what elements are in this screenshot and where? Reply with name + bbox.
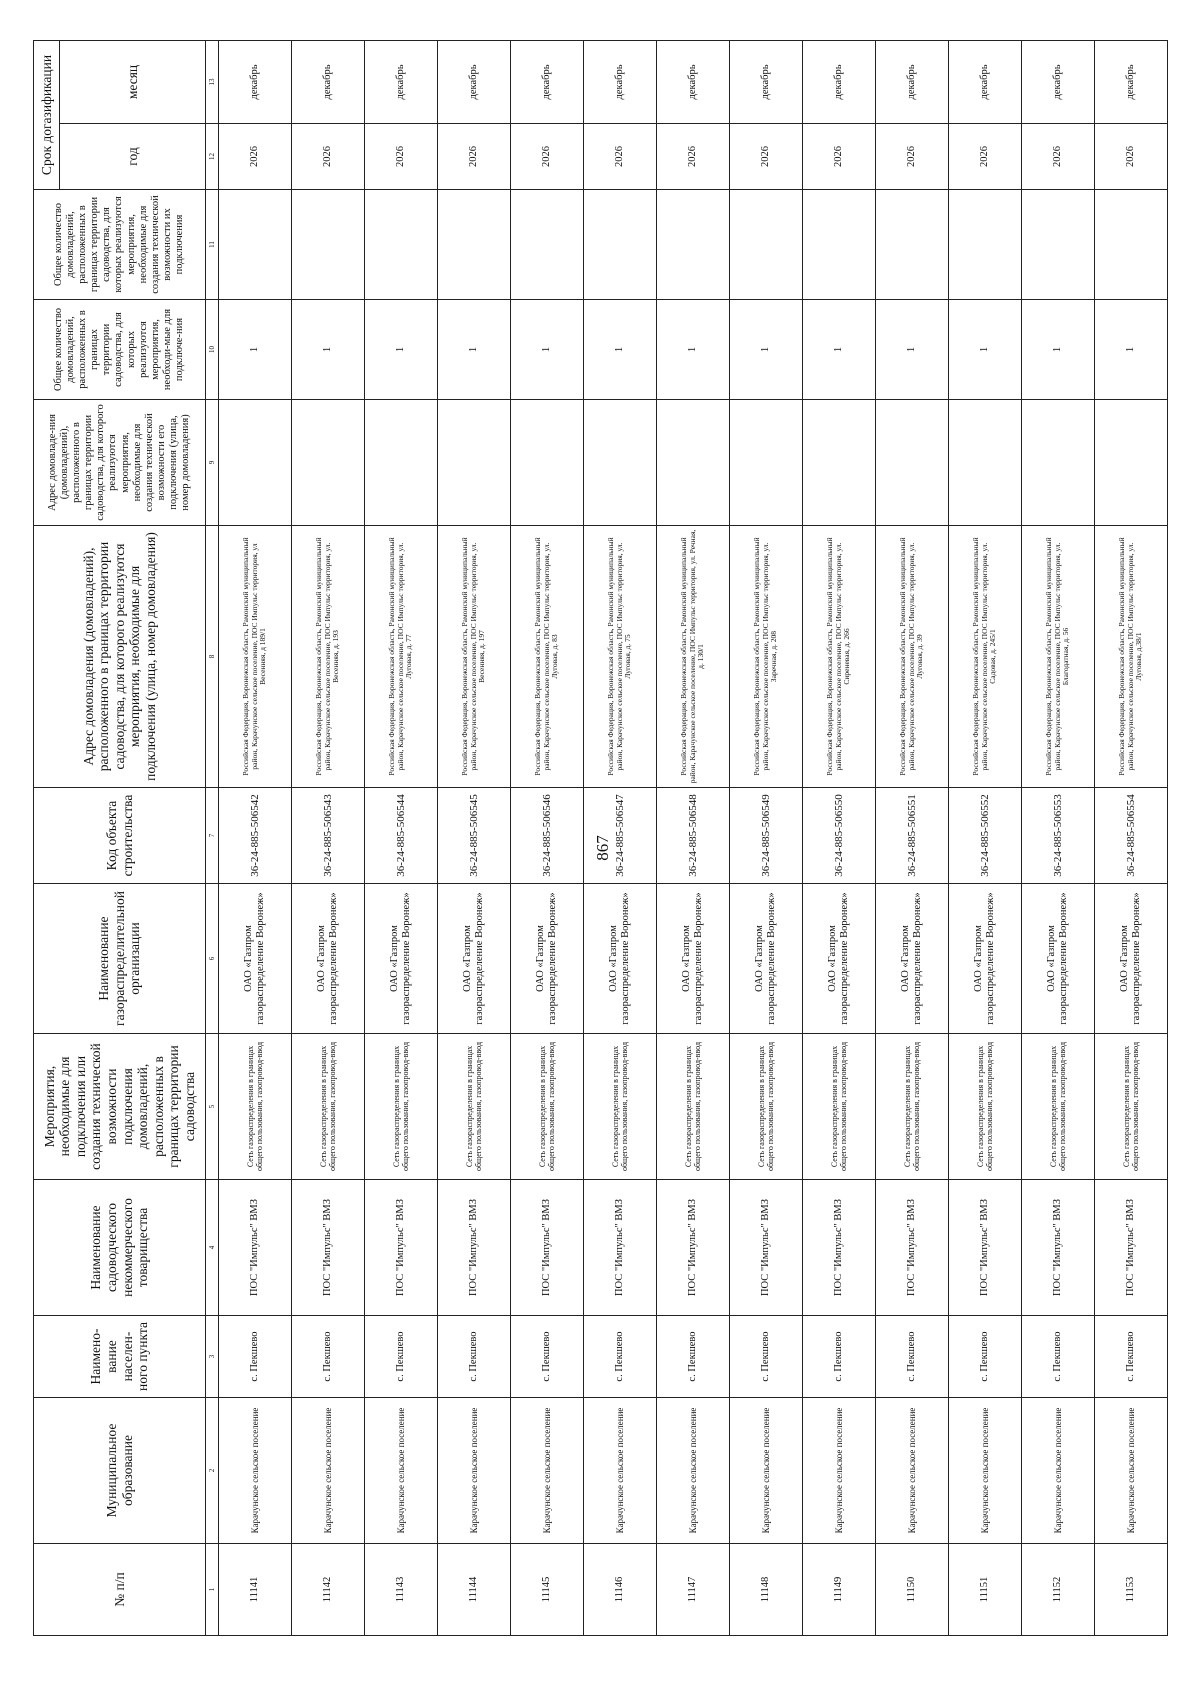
settlement-cell: с. Пекшево bbox=[1095, 1316, 1168, 1398]
event-cell: Сеть газораспределения в границах общего пользования, газопровод-ввод bbox=[657, 1034, 730, 1180]
address-cell: Российская Федерация, Воронежская область, Рамонский муниципальный район, Карачунское сельское поселение, ПОС Импульс территория, ул. Сиреневая, д. 266 bbox=[803, 526, 876, 788]
address-tech-cell bbox=[292, 400, 365, 526]
count-tech-cell bbox=[584, 190, 657, 300]
address-cell: Российская Федерация, Воронежская область, Рамонский муниципальный район, Карачунское сельское поселение, ПОС Импульс территория, ул. Заречная, д. 208 bbox=[730, 526, 803, 788]
table-row bbox=[730, 40, 803, 1635]
table-header bbox=[34, 40, 219, 1635]
address-tech-cell bbox=[876, 400, 949, 526]
count-cell: 1 bbox=[511, 300, 584, 400]
object-code-cell: 36-24-885-506550 bbox=[803, 788, 876, 884]
table-row bbox=[365, 40, 438, 1635]
row-number: 11149 bbox=[803, 1544, 876, 1636]
address-cell: Российская Федерация, Воронежская область, Рамонский муниципальный район, Карачунское сельское поселение, ПОС Импульс территория, ул. Луговая, д. 39 bbox=[876, 526, 949, 788]
row-number: 11145 bbox=[511, 1544, 584, 1636]
settlement-cell: с. Пекшево bbox=[876, 1316, 949, 1398]
year-cell: 2026 bbox=[511, 124, 584, 190]
row-number: 11141 bbox=[219, 1544, 292, 1636]
header-deadline: Срок догазификации bbox=[34, 40, 60, 189]
year-cell: 2026 bbox=[1022, 124, 1095, 190]
row-number: 11143 bbox=[365, 1544, 438, 1636]
settlement-cell: с. Пекшево bbox=[803, 1316, 876, 1398]
gas-org-cell: ОАО «Газпром газораспределение Воронеж» bbox=[876, 884, 949, 1034]
partnership-cell: ПОС "Импульс" ВМЗ bbox=[876, 1180, 949, 1316]
event-cell: Сеть газораспределения в границах общего пользования, газопровод-ввод bbox=[511, 1034, 584, 1180]
count-tech-cell bbox=[365, 190, 438, 300]
month-cell: декабрь bbox=[1095, 40, 1168, 123]
gas-org-cell: ОАО «Газпром газораспределение Воронеж» bbox=[584, 884, 657, 1034]
count-tech-cell bbox=[657, 190, 730, 300]
row-number: 11144 bbox=[438, 1544, 511, 1636]
partnership-cell: ПОС "Импульс" ВМЗ bbox=[511, 1180, 584, 1316]
address-cell: Российская Федерация, Воронежская область, Рамонский муниципальный район, Карачунское сельское поселение, ПОС Импульс территория, ул. Весенняя, д. 197 bbox=[438, 526, 511, 788]
column-number: 8 bbox=[206, 526, 219, 788]
gas-org-cell: ОАО «Газпром газораспределение Воронеж» bbox=[1022, 884, 1095, 1034]
object-code-cell: 36-24-885-506553 bbox=[1022, 788, 1095, 884]
settlement-cell: с. Пекшево bbox=[584, 1316, 657, 1398]
address-cell: Российская Федерация, Воронежская область, Рамонский муниципальный район, Карачунское сельское поселение, ПОС Импульс территория, ул. Весенняя, д. 193 bbox=[292, 526, 365, 788]
table-row bbox=[219, 40, 292, 1635]
event-cell: Сеть газораспределения в границах общего пользования, газопровод-ввод bbox=[949, 1034, 1022, 1180]
municipality-cell: Карачунское сельское поселение bbox=[1022, 1398, 1095, 1544]
year-cell: 2026 bbox=[438, 124, 511, 190]
column-number: 5 bbox=[206, 1034, 219, 1180]
event-cell: Сеть газораспределения в границах общего пользования, газопровод-ввод bbox=[438, 1034, 511, 1180]
address-tech-cell bbox=[1095, 400, 1168, 526]
table-row bbox=[438, 40, 511, 1635]
partnership-cell: ПОС "Импульс" ВМЗ bbox=[730, 1180, 803, 1316]
row-number: 11153 bbox=[1095, 1544, 1168, 1636]
object-code-cell: 36-24-885-506543 bbox=[292, 788, 365, 884]
address-tech-cell bbox=[1022, 400, 1095, 526]
row-number: 11142 bbox=[292, 1544, 365, 1636]
municipality-cell: Карачунское сельское поселение bbox=[219, 1398, 292, 1544]
address-cell: Российская Федерация, Воронежская область, Рамонский муниципальный район, Карачунское сельское поселение, ПОС Импульс территория, ул. Луговая, д.38/1 bbox=[1095, 526, 1168, 788]
event-cell: Сеть газораспределения в границах общего пользования, газопровод-ввод bbox=[292, 1034, 365, 1180]
settlement-cell: с. Пекшево bbox=[949, 1316, 1022, 1398]
count-cell: 1 bbox=[876, 300, 949, 400]
event-cell: Сеть газораспределения в границах общего пользования, газопровод-ввод bbox=[730, 1034, 803, 1180]
header-municipality: Муниципальное образование bbox=[34, 1398, 206, 1544]
column-number: 13 bbox=[206, 40, 219, 123]
header-count: Общее количество домовладений, расположенных в границах территории садоводства, для которых реализуются мероприятия, необходи-мые для подключе-ния bbox=[34, 300, 206, 400]
municipality-cell: Карачунское сельское поселение bbox=[876, 1398, 949, 1544]
table-row bbox=[657, 40, 730, 1635]
address-tech-cell bbox=[219, 400, 292, 526]
partnership-cell: ПОС "Импульс" ВМЗ bbox=[292, 1180, 365, 1316]
column-number: 11 bbox=[206, 190, 219, 300]
address-cell: Российская Федерация, Воронежская область, Рамонский муниципальный район, Карачунское сельское поселение, ПОС Импульс территория, ул. Садовая, д. 245/1 bbox=[949, 526, 1022, 788]
header-address: Адрес домовладения (домовладений), расположенного в границах территории садоводства, для которого реализуются мероприятия, необходимые для подключения (улица, номер домовладения) bbox=[34, 526, 206, 788]
header-count-tech: Общее количество домовладений, расположенных в границах территории садоводства, для которых реализуются мероприятия, необходимые для создания технической возможности их подключения bbox=[34, 190, 206, 300]
settlement-cell: с. Пекшево bbox=[1022, 1316, 1095, 1398]
event-cell: Сеть газораспределения в границах общего пользования, газопровод-ввод bbox=[803, 1034, 876, 1180]
month-cell: декабрь bbox=[803, 40, 876, 123]
column-number: 9 bbox=[206, 400, 219, 526]
count-cell: 1 bbox=[949, 300, 1022, 400]
object-code-cell: 36-24-885-506549 bbox=[730, 788, 803, 884]
header-partnership: Наименование садоводческого некоммерческого товарищества bbox=[34, 1180, 206, 1316]
count-cell: 1 bbox=[1095, 300, 1168, 400]
object-code-cell: 36-24-885-506544 bbox=[365, 788, 438, 884]
object-code-cell: 36-24-885-506546 bbox=[511, 788, 584, 884]
table-row bbox=[584, 40, 657, 1635]
year-cell: 2026 bbox=[876, 124, 949, 190]
partnership-cell: ПОС "Импульс" ВМЗ bbox=[803, 1180, 876, 1316]
row-number: 11152 bbox=[1022, 1544, 1095, 1636]
object-code-cell: 36-24-885-506552 bbox=[949, 788, 1022, 884]
event-cell: Сеть газораспределения в границах общего пользования, газопровод-ввод bbox=[876, 1034, 949, 1180]
count-tech-cell bbox=[1095, 190, 1168, 300]
year-cell: 2026 bbox=[657, 124, 730, 190]
object-code-cell: 36-24-885-506542 bbox=[219, 788, 292, 884]
header-row bbox=[34, 40, 60, 1635]
column-number: 4 bbox=[206, 1180, 219, 1316]
count-tech-cell bbox=[219, 190, 292, 300]
month-cell: декабрь bbox=[876, 40, 949, 123]
month-cell: декабрь bbox=[365, 40, 438, 123]
address-tech-cell bbox=[949, 400, 1022, 526]
column-number: 7 bbox=[206, 788, 219, 884]
settlement-cell: с. Пекшево bbox=[438, 1316, 511, 1398]
table-row bbox=[292, 40, 365, 1635]
count-tech-cell bbox=[438, 190, 511, 300]
partnership-cell: ПОС "Импульс" ВМЗ bbox=[949, 1180, 1022, 1316]
table-row bbox=[949, 40, 1022, 1635]
count-cell: 1 bbox=[438, 300, 511, 400]
year-cell: 2026 bbox=[949, 124, 1022, 190]
count-tech-cell bbox=[803, 190, 876, 300]
gas-org-cell: ОАО «Газпром газораспределение Воронеж» bbox=[803, 884, 876, 1034]
header-settlement: Наимено-вание населен-ного пункта bbox=[34, 1316, 206, 1398]
table-row bbox=[1022, 40, 1095, 1635]
row-number: 11150 bbox=[876, 1544, 949, 1636]
event-cell: Сеть газораспределения в границах общего пользования, газопровод-ввод bbox=[584, 1034, 657, 1180]
address-tech-cell bbox=[511, 400, 584, 526]
municipality-cell: Карачунское сельское поселение bbox=[949, 1398, 1022, 1544]
address-tech-cell bbox=[365, 400, 438, 526]
partnership-cell: ПОС "Импульс" ВМЗ bbox=[1095, 1180, 1168, 1316]
table-row bbox=[803, 40, 876, 1635]
object-code-cell: 36-24-885-506554 bbox=[1095, 788, 1168, 884]
page-number: 867 bbox=[592, 835, 612, 861]
year-cell: 2026 bbox=[1095, 124, 1168, 190]
municipality-cell: Карачунское сельское поселение bbox=[1095, 1398, 1168, 1544]
year-cell: 2026 bbox=[730, 124, 803, 190]
column-numbers-row bbox=[206, 40, 219, 1635]
header-address-tech: Адрес домовладе-ния (домовладений), расположенного в границах территории садоводства, для которого реализуются мероприятия, необходимые для создания технической возможности его подключения (улица, номер домовладения) bbox=[34, 400, 206, 526]
column-number: 10 bbox=[206, 300, 219, 400]
partnership-cell: ПОС "Импульс" ВМЗ bbox=[219, 1180, 292, 1316]
gas-org-cell: ОАО «Газпром газораспределение Воронеж» bbox=[219, 884, 292, 1034]
year-cell: 2026 bbox=[292, 124, 365, 190]
gas-org-cell: ОАО «Газпром газораспределение Воронеж» bbox=[730, 884, 803, 1034]
year-cell: 2026 bbox=[803, 124, 876, 190]
column-number: 3 bbox=[206, 1316, 219, 1398]
month-cell: декабрь bbox=[292, 40, 365, 123]
count-tech-cell bbox=[730, 190, 803, 300]
municipality-cell: Карачунское сельское поселение bbox=[511, 1398, 584, 1544]
month-cell: декабрь bbox=[511, 40, 584, 123]
gasification-registry-table bbox=[33, 40, 1168, 1636]
municipality-cell: Карачунское сельское поселение bbox=[365, 1398, 438, 1544]
settlement-cell: с. Пекшево bbox=[292, 1316, 365, 1398]
object-code-cell: 36-24-885-506551 bbox=[876, 788, 949, 884]
count-cell: 1 bbox=[657, 300, 730, 400]
row-number: 11151 bbox=[949, 1544, 1022, 1636]
address-cell: Российская Федерация, Воронежская область, Рамонский муниципальный район, Карачунское сельское поселение, ПОС Импульс территория, ул. Луговая, д. 77 bbox=[365, 526, 438, 788]
column-number: 12 bbox=[206, 124, 219, 190]
row-number: 11147 bbox=[657, 1544, 730, 1636]
partnership-cell: ПОС "Импульс" ВМЗ bbox=[1022, 1180, 1095, 1316]
gas-org-cell: ОАО «Газпром газораспределение Воронеж» bbox=[365, 884, 438, 1034]
event-cell: Сеть газораспределения в границах общего пользования, газопровод-ввод bbox=[1022, 1034, 1095, 1180]
municipality-cell: Карачунское сельское поселение bbox=[803, 1398, 876, 1544]
month-cell: декабрь bbox=[1022, 40, 1095, 123]
address-cell: Российская Федерация, Воронежская область, Рамонский муниципальный район, Карачунское сельское поселение, ПОС Импульс территория, ул. Луговая, д. 83 bbox=[511, 526, 584, 788]
table-row bbox=[511, 40, 584, 1635]
address-tech-cell bbox=[438, 400, 511, 526]
event-cell: Сеть газораспределения в границах общего пользования, газопровод-ввод bbox=[219, 1034, 292, 1180]
count-cell: 1 bbox=[584, 300, 657, 400]
municipality-cell: Карачунское сельское поселение bbox=[584, 1398, 657, 1544]
address-tech-cell bbox=[730, 400, 803, 526]
address-cell: Российская Федерация, Воронежская область, Рамонский муниципальный район, Карачунское сельское поселение, ПОС Импульс территория, ул. Луговая, д. 75 bbox=[584, 526, 657, 788]
month-cell: декабрь bbox=[657, 40, 730, 123]
address-cell: Российская Федерация, Воронежская область, Рамонский муниципальный район, Карачунское сельское поселение, ПОС Импульс территория, ул. Благодатная, д. 56 bbox=[1022, 526, 1095, 788]
count-cell: 1 bbox=[219, 300, 292, 400]
header-year: год bbox=[60, 124, 206, 190]
municipality-cell: Карачунское сельское поселение bbox=[438, 1398, 511, 1544]
gas-org-cell: ОАО «Газпром газораспределение Воронеж» bbox=[438, 884, 511, 1034]
settlement-cell: с. Пекшево bbox=[657, 1316, 730, 1398]
year-cell: 2026 bbox=[219, 124, 292, 190]
object-code-cell: 36-24-885-506545 bbox=[438, 788, 511, 884]
month-cell: декабрь bbox=[730, 40, 803, 123]
address-tech-cell bbox=[657, 400, 730, 526]
municipality-cell: Карачунское сельское поселение bbox=[657, 1398, 730, 1544]
header-num: № п/п bbox=[34, 1544, 206, 1636]
count-tech-cell bbox=[876, 190, 949, 300]
object-code-cell: 36-24-885-506548 bbox=[657, 788, 730, 884]
settlement-cell: с. Пекшево bbox=[365, 1316, 438, 1398]
address-cell: Российская Федерация, Воронежская область, Рамонский муниципальный район, Карачунское сельское поселение, ПОС Импульс территория, ул Весенняя, д 189/1 bbox=[219, 526, 292, 788]
row-number: 11148 bbox=[730, 1544, 803, 1636]
column-number: 2 bbox=[206, 1398, 219, 1544]
address-cell: Российская Федерация, Воронежская область, Рамонский муниципальный район, Карачунское сельское поселение, ПОС Импульс территория, ул. Речная, д. 130/1 bbox=[657, 526, 730, 788]
municipality-cell: Карачунское сельское поселение bbox=[730, 1398, 803, 1544]
count-tech-cell bbox=[511, 190, 584, 300]
gas-org-cell: ОАО «Газпром газораспределение Воронеж» bbox=[511, 884, 584, 1034]
header-month: месяц bbox=[60, 40, 206, 123]
header-events: Мероприятия, необходимые для подключения или создания технической возможности подключения домовладений, расположенных в границах территории садоводства bbox=[34, 1034, 206, 1180]
settlement-cell: с. Пекшево bbox=[730, 1316, 803, 1398]
address-tech-cell bbox=[584, 400, 657, 526]
event-cell: Сеть газораспределения в границах общего пользования, газопровод-ввод bbox=[365, 1034, 438, 1180]
year-cell: 2026 bbox=[584, 124, 657, 190]
column-number: 1 bbox=[206, 1544, 219, 1636]
table-body bbox=[219, 40, 1168, 1635]
settlement-cell: с. Пекшево bbox=[511, 1316, 584, 1398]
header-gas-org: Наименование газораспределительной организации bbox=[34, 884, 206, 1034]
municipality-cell: Карачунское сельское поселение bbox=[292, 1398, 365, 1544]
gas-org-cell: ОАО «Газпром газораспределение Воронеж» bbox=[657, 884, 730, 1034]
count-cell: 1 bbox=[730, 300, 803, 400]
month-cell: декабрь bbox=[584, 40, 657, 123]
table-row bbox=[1095, 40, 1168, 1635]
address-tech-cell bbox=[803, 400, 876, 526]
count-cell: 1 bbox=[365, 300, 438, 400]
count-cell: 1 bbox=[1022, 300, 1095, 400]
column-number: 6 bbox=[206, 884, 219, 1034]
object-code-cell: 36-24-885-506547 bbox=[584, 788, 657, 884]
count-tech-cell bbox=[1022, 190, 1095, 300]
partnership-cell: ПОС "Импульс" ВМЗ bbox=[438, 1180, 511, 1316]
row-number: 11146 bbox=[584, 1544, 657, 1636]
count-tech-cell bbox=[949, 190, 1022, 300]
settlement-cell: с. Пекшево bbox=[219, 1316, 292, 1398]
table-row bbox=[876, 40, 949, 1635]
month-cell: декабрь bbox=[219, 40, 292, 123]
gas-org-cell: ОАО «Газпром газораспределение Воронеж» bbox=[949, 884, 1022, 1034]
gas-org-cell: ОАО «Газпром газораспределение Воронеж» bbox=[1095, 884, 1168, 1034]
header-code: Код объекта строительства bbox=[34, 788, 206, 884]
count-cell: 1 bbox=[803, 300, 876, 400]
rotated-sheet bbox=[33, 41, 1168, 1636]
month-cell: декабрь bbox=[949, 40, 1022, 123]
event-cell: Сеть газораспределения в границах общего пользования, газопровод-ввод bbox=[1095, 1034, 1168, 1180]
partnership-cell: ПОС "Импульс" ВМЗ bbox=[365, 1180, 438, 1316]
count-cell: 1 bbox=[292, 300, 365, 400]
year-cell: 2026 bbox=[365, 124, 438, 190]
partnership-cell: ПОС "Импульс" ВМЗ bbox=[657, 1180, 730, 1316]
partnership-cell: ПОС "Импульс" ВМЗ bbox=[584, 1180, 657, 1316]
count-tech-cell bbox=[292, 190, 365, 300]
month-cell: декабрь bbox=[438, 40, 511, 123]
gas-org-cell: ОАО «Газпром газораспределение Воронеж» bbox=[292, 884, 365, 1034]
